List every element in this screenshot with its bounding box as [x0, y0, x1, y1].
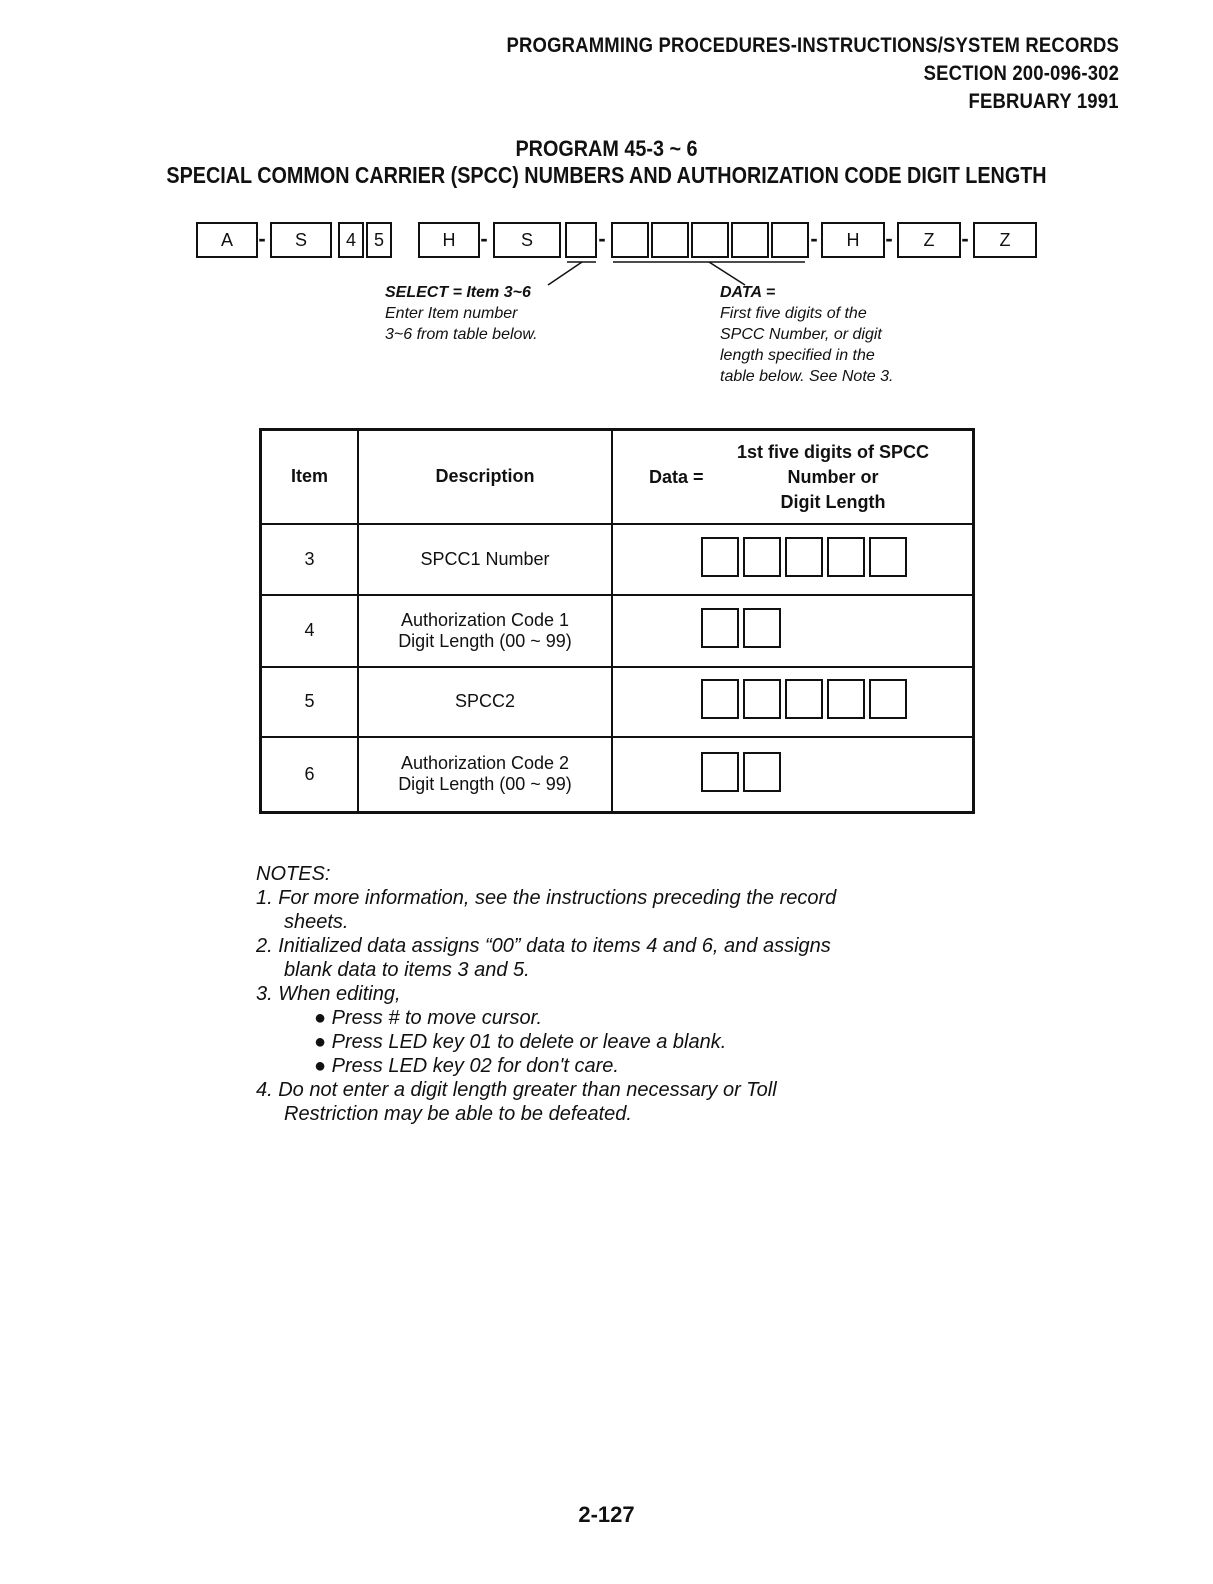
key-box: Z	[973, 222, 1037, 258]
note-line: 1. For more information, see the instructions preceding the record	[256, 887, 837, 909]
key-box: S	[270, 222, 332, 258]
table-row	[261, 595, 974, 667]
key-box: A	[196, 222, 258, 258]
select-text: 3~6 from table below.	[385, 326, 538, 343]
data-text: SPCC Number, or digit	[720, 326, 882, 343]
key-box: H	[418, 222, 480, 258]
row-item: 3	[261, 524, 359, 595]
table-row	[261, 524, 974, 595]
header-item: Item	[261, 430, 359, 524]
note-line: sheets.	[284, 911, 349, 933]
note-line: blank data to items 3 and 5.	[284, 959, 530, 981]
note-line: Restriction may be able to be defeated.	[284, 1103, 632, 1125]
table-row	[261, 667, 974, 737]
header-description: Description	[358, 430, 612, 524]
key-box: H	[821, 222, 885, 258]
row-description-line: Authorization Code 2	[400, 753, 570, 774]
row-description-line: SPCC1 Number	[420, 548, 550, 569]
row-description	[358, 595, 612, 667]
key-separator: -	[480, 226, 488, 251]
note-bullet: ● Press # to move cursor.	[314, 1007, 543, 1029]
row-data	[612, 737, 974, 813]
note-bullet: ● Press LED key 01 to delete or leave a blank.	[314, 1031, 727, 1053]
row-description-line: Digit Length (00 ~ 99)	[398, 630, 572, 651]
note-line: 3. When editing,	[256, 983, 401, 1005]
row-description	[358, 737, 612, 813]
program-subtitle: SPECIAL COMMON CARRIER (SPCC) NUMBERS AND AUTHORIZATION CODE DIGIT LENGTH	[166, 162, 1047, 188]
header-data	[612, 430, 974, 524]
row-description-line: Authorization Code 1	[400, 609, 570, 630]
notes-heading: NOTES:	[256, 863, 331, 885]
digit-boxes	[701, 537, 911, 577]
table-row	[261, 737, 974, 813]
select-label: SELECT = Item 3~6	[385, 284, 531, 301]
key-separator: -	[598, 226, 606, 251]
digit-boxes	[701, 679, 911, 719]
note-line: 2. Initialized data assigns “00” data to items 4 and 6, and assigns	[256, 935, 831, 957]
row-item: 6	[261, 737, 359, 813]
data-text: length specified in the	[720, 347, 875, 364]
key-box: S	[493, 222, 561, 258]
page-number: 2-127	[578, 1502, 635, 1527]
item-table	[259, 428, 975, 814]
header-data-line: 1st five digits of SPCC	[736, 441, 930, 462]
note-bullet: ● Press LED key 02 for don't care.	[314, 1055, 619, 1077]
row-description	[358, 667, 612, 737]
row-item: 5	[261, 667, 359, 737]
header-data-line: Digit Length	[780, 491, 886, 512]
key-separator: -	[885, 226, 893, 251]
row-description	[358, 524, 612, 595]
data-text: First five digits of the	[720, 305, 867, 322]
key-box: Z	[897, 222, 961, 258]
digit-boxes	[701, 752, 785, 792]
row-data	[612, 524, 974, 595]
data-text: table below. See Note 3.	[720, 368, 894, 385]
program-title: PROGRAM 45-3 ~ 6	[515, 136, 698, 161]
digit-boxes	[701, 608, 785, 648]
row-description-line: SPCC2	[454, 691, 516, 711]
key-box: 5	[366, 222, 392, 258]
key-separator: -	[810, 226, 818, 251]
header-date: FEBRUARY 1991	[968, 90, 1119, 113]
header-title: PROGRAMMING PROCEDURES-INSTRUCTIONS/SYSTEM RECORDS	[506, 34, 1119, 57]
header-data-prefix: Data =	[649, 466, 704, 487]
row-item: 4	[261, 595, 359, 667]
select-text: Enter Item number	[385, 305, 518, 322]
annotation-pointers	[0, 0, 1213, 300]
data-label: DATA =	[720, 284, 776, 301]
key-box: 4	[338, 222, 364, 258]
row-data	[612, 667, 974, 737]
note-line: 4. Do not enter a digit length greater than necessary or Toll	[256, 1079, 777, 1101]
header-section: SECTION 200-096-302	[923, 62, 1119, 85]
header-data-line: Number or	[787, 466, 879, 487]
notes-section	[256, 862, 876, 1126]
row-data	[612, 595, 974, 667]
select-annotation	[385, 282, 538, 345]
data-annotation	[720, 282, 893, 387]
row-description-line: Digit Length (00 ~ 99)	[398, 774, 572, 795]
key-separator: -	[258, 226, 266, 251]
table-header-row	[261, 430, 974, 524]
key-separator: -	[961, 226, 969, 251]
